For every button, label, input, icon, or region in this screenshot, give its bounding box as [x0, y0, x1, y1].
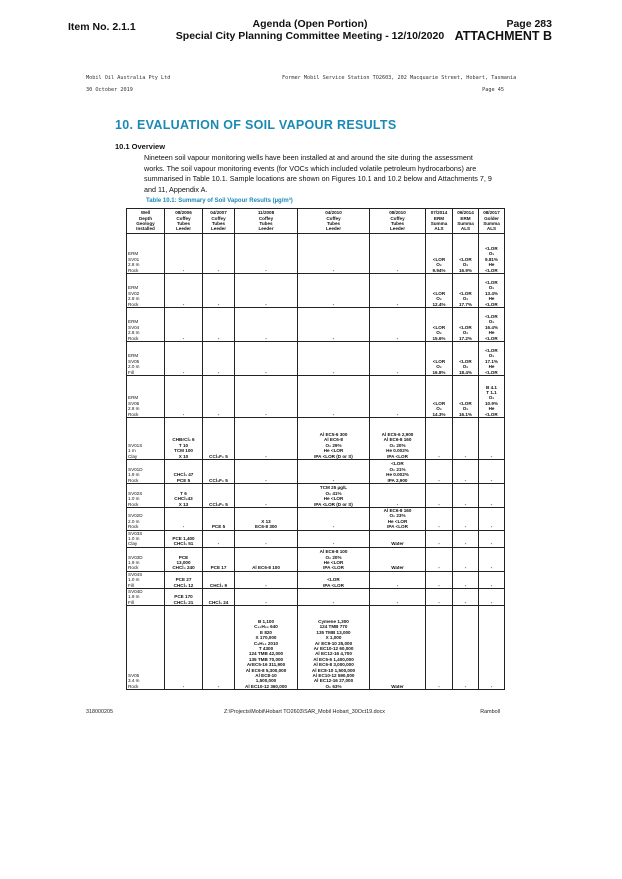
well-id-cell: SV04D 1.9 m Fill	[127, 589, 165, 606]
result-cell: <LOR O₂ 17.1% He <LOR	[479, 342, 505, 376]
result-cell: -	[235, 530, 298, 547]
result-cell: <LOR O₂ 14.3%	[426, 376, 453, 418]
table-row	[127, 547, 505, 571]
table-row	[127, 308, 505, 342]
result-cell: -	[453, 460, 479, 484]
result-cell: <LOR O₂ 16.8%	[426, 342, 453, 376]
result-cell: Al EC6-8 100 O₂ 20% He <LOR IPA <LOR	[298, 547, 370, 571]
result-cell: -	[165, 606, 203, 690]
result-cell: -	[298, 589, 370, 606]
result-cell: X 13 EC6-8 300	[235, 508, 298, 531]
result-cell: -	[426, 418, 453, 460]
result-cell: -	[165, 376, 203, 418]
result-cell: -	[298, 460, 370, 484]
table-header-cell: Well Depth Geology Installed	[127, 209, 165, 234]
result-cell: -	[479, 418, 505, 460]
overview-paragraph: Nineteen soil vapour monitoring wells have been installed at and around the site during the assessment works. The soil vapour monitoring events (for VOCs which included volatile petroleum hydrocarbons) are summarised in Table 10.1. Sample locations are shown on Figures 10.1 and 10.2 below and Attachments 7, 9 and 11, Appendix A.	[144, 153, 492, 194]
result-cell: B 1,100 C₁₀H₂₂ 640 E 820 X 170,000 C₉H₁₂ 2010 T 4300 124 TMB 42,000 135 TMB 70,000 ArEC5-16 311,900 Al EC6-8 5,300,000 Al EC8-10 1,500,000 Al EC10-12 360,000	[235, 606, 298, 690]
well-id-cell: SV02S 1.0 m Rock	[127, 484, 165, 508]
well-id-cell: ERM SV01 2.8 m Rock	[127, 234, 165, 274]
result-cell: <LOR O₂ 13.4% He <LOR	[479, 274, 505, 308]
table-header-cell: 07/2014 ERM Summa ALS	[426, 209, 453, 234]
well-id-cell: SV03S 1.0 m Clay	[127, 530, 165, 547]
well-id-cell: SV04S 1.0 m Fill	[127, 571, 165, 588]
result-cell: PCE 17	[203, 547, 235, 571]
doc-page-number: Page 45	[482, 87, 504, 93]
subsection-title: 10.1 Overview	[115, 142, 166, 151]
result-cell: PCE 5	[203, 508, 235, 531]
table-body	[127, 234, 505, 690]
table-header-cell: 09/2014 ERM Summa ALS	[453, 209, 479, 234]
result-cell: <LOR O₂ 9.94%	[426, 234, 453, 274]
result-cell: CHBrCl₂ 6 T 10 TCM 100 X 10	[165, 418, 203, 460]
result-cell: <LOR O₂ 9.81% He <LOR	[479, 234, 505, 274]
result-cell: -	[235, 484, 298, 508]
table-header-row	[127, 209, 505, 234]
page-header-right	[455, 18, 552, 42]
result-cell: <LOR O₂ 16.4% He <LOR	[479, 308, 505, 342]
result-cell: -	[426, 606, 453, 690]
attachment-label: ATTACHMENT B	[454, 29, 552, 43]
result-cell: -	[165, 308, 203, 342]
page-number: Page 283	[506, 18, 552, 30]
result-cell: -	[453, 547, 479, 571]
result-cell: CHCl₃ 9	[203, 571, 235, 588]
result-cell: -	[203, 606, 235, 690]
table-row	[127, 274, 505, 308]
result-cell: <LOR O₂ 21% He 0.002% IPA 2,900	[370, 460, 426, 484]
well-id-cell: SV05 3.4 m Rock	[127, 606, 165, 690]
result-cell: -	[370, 308, 426, 342]
table-row	[127, 234, 505, 274]
table-caption: Table 10.1: Summary of Soil Vapour Results (µg/m³)	[146, 198, 293, 204]
result-cell: Water	[370, 606, 426, 690]
result-cell: -	[165, 274, 203, 308]
result-cell: -	[298, 530, 370, 547]
footer-doc-number: 318000205	[86, 709, 113, 715]
result-cell: CHCl₃ 47 PCE 5	[165, 460, 203, 484]
company-name: Mobil Oil Australia Pty Ltd	[86, 75, 171, 81]
result-cell: -	[426, 484, 453, 508]
result-cell: CHCl₃ 24	[203, 589, 235, 606]
result-cell: -	[165, 508, 203, 531]
result-cell: -	[453, 418, 479, 460]
site-name: Former Mobil Service Station TO2603, 202 Macquarie Street, Hobart, Tasmania	[282, 75, 517, 81]
result-cell: -	[370, 571, 426, 588]
result-cell: -	[235, 460, 298, 484]
well-id-cell: SV01D 1.9 m Rock	[127, 460, 165, 484]
result-cell: -	[203, 308, 235, 342]
result-cell: <LOR O₂ 17.2%	[453, 308, 479, 342]
result-cell: -	[235, 571, 298, 588]
agenda-header	[160, 18, 460, 42]
result-cell: -	[235, 308, 298, 342]
result-cell: -	[426, 571, 453, 588]
result-cell: -	[235, 589, 298, 606]
result-cell: <LOR O₂ 16.1%	[453, 376, 479, 418]
agenda-label: Agenda (Open Portion)	[252, 18, 368, 30]
result-cell: -	[203, 376, 235, 418]
result-cell: -	[426, 460, 453, 484]
section-title: 10. EVALUATION OF SOIL VAPOUR RESULTS	[115, 118, 397, 132]
result-cell: -	[453, 508, 479, 531]
result-cell: <LOR O₂ 12.4%	[426, 274, 453, 308]
item-number: Item No. 2.1.1	[68, 21, 136, 33]
result-cell: TCM 25 µg/L O₂ 41% He <LOR IPA <LOR (D or S)	[298, 484, 370, 508]
result-cell: Al EC6-8 100	[235, 547, 298, 571]
table-row	[127, 342, 505, 376]
result-cell: -	[235, 376, 298, 418]
table-row	[127, 376, 505, 418]
result-cell: Al EC6-8 160 O₂ 23% He <LOR IPA <LOR	[370, 508, 426, 531]
result-cell: <LOR O₂ 18.4%	[453, 342, 479, 376]
table-row	[127, 508, 505, 531]
result-cell: T 6 CHCl₃43 X 13	[165, 484, 203, 508]
result-cell: -	[453, 606, 479, 690]
well-id-cell: ERM SV02 2.8 m Rock	[127, 274, 165, 308]
result-cell: -	[479, 530, 505, 547]
table-row	[127, 460, 505, 484]
result-cell: -	[298, 508, 370, 531]
result-cell: -	[479, 547, 505, 571]
result-cell: Al EC5-6 2,900 Al EC6-8 160 O₂ 20% He 0.002% IPA <LOR	[370, 418, 426, 460]
report-date: 30 October 2019	[86, 87, 133, 93]
well-id-cell: ERM SV06 2.8 m Rock	[127, 376, 165, 418]
table-header-cell: 04/2010 Coffey Tubes Leeder	[298, 209, 370, 234]
result-cell: Cymene 1,300 124 TMB 770 135 TMB 13,000 X 1,000 Ar EC9-10 25,000 Ar EC10-12 60,000 Al EC12-16 4,700 Al EC5-6 1,400,000 Al EC6-8 3,000,000 Al EC8-10 1,500,000 Al EC10-12 590,000 Al EC12-16 27,000 O₂ 63%	[298, 606, 370, 690]
result-cell: -	[165, 234, 203, 274]
footer-brand: Ramboll	[480, 709, 500, 715]
result-cell: CCl₂F₂ 5	[203, 484, 235, 508]
well-id-cell: ERM SV04 2.8 m Rock	[127, 308, 165, 342]
result-cell: -	[298, 308, 370, 342]
well-id-cell: SV03D 1.9 m Rock	[127, 547, 165, 571]
result-cell: -	[453, 484, 479, 508]
table-header-cell: 08/2006 Coffey Tubes Leeder	[165, 209, 203, 234]
table-header-cell: 11/2008 Coffey Tubes Leeder	[235, 209, 298, 234]
result-cell: -	[479, 571, 505, 588]
result-cell: -	[203, 530, 235, 547]
table-row	[127, 418, 505, 460]
result-cell: -	[165, 342, 203, 376]
result-cell: -	[479, 589, 505, 606]
result-cell: CCl₂F₂ 5	[203, 418, 235, 460]
result-cell: -	[235, 342, 298, 376]
table-header-cell: 08/2010 Coffey Tubes Leeder	[370, 209, 426, 234]
well-id-cell: ERM SV05 2.0 m Fill	[127, 342, 165, 376]
result-cell: -	[479, 484, 505, 508]
result-cell: -	[479, 508, 505, 531]
result-cell: -	[426, 547, 453, 571]
result-cell: -	[370, 234, 426, 274]
result-cell: <LOR O₂ 16.9%	[453, 234, 479, 274]
well-id-cell: SV02D 2.0 m Rock	[127, 508, 165, 531]
result-cell: -	[203, 342, 235, 376]
meeting-label: Special City Planning Committee Meeting - 12/10/2020	[175, 30, 445, 42]
result-cell: -	[453, 530, 479, 547]
result-cell: <LOR IPA <LOR	[298, 571, 370, 588]
result-cell: PCE 170 CHCl₃ 21	[165, 589, 203, 606]
result-cell: -	[298, 342, 370, 376]
result-cell: -	[426, 530, 453, 547]
table-row	[127, 571, 505, 588]
result-cell: CCl₂F₂ 5	[203, 460, 235, 484]
table-row	[127, 484, 505, 508]
result-cell: Water	[370, 547, 426, 571]
result-cell: -	[298, 274, 370, 308]
result-cell: -	[426, 508, 453, 531]
result-cell: -	[298, 376, 370, 418]
table-row	[127, 589, 505, 606]
result-cell: -	[370, 342, 426, 376]
result-cell: -	[235, 418, 298, 460]
result-cell: Al EC5-6 300 Al EC6-8 O₂ 29% He <LOR IPA <LOR (D or S)	[298, 418, 370, 460]
result-cell: PCE 27 CHCl₃ 12	[165, 571, 203, 588]
result-cell: -	[479, 606, 505, 690]
result-cell: -	[479, 460, 505, 484]
result-cell: -	[203, 274, 235, 308]
result-cell: <LOR O₂ 17.7%	[453, 274, 479, 308]
result-cell: -	[453, 589, 479, 606]
result-cell: -	[203, 234, 235, 274]
soil-vapour-table	[126, 208, 505, 690]
table-header-cell: 08/2017 Golder Summa ALS	[479, 209, 505, 234]
result-cell: B 4.1 T 1.1 O₂ 10.9% He <LOR	[479, 376, 505, 418]
result-cell: -	[453, 571, 479, 588]
table-header-cell: 04/2007 Coffey Tubes Leeder	[203, 209, 235, 234]
result-cell: -	[370, 274, 426, 308]
result-cell: -	[298, 234, 370, 274]
table-row	[127, 606, 505, 690]
result-cell: -	[370, 376, 426, 418]
well-id-cell: SV01S 1 m Clay	[127, 418, 165, 460]
result-cell: -	[370, 484, 426, 508]
result-cell: Water	[370, 530, 426, 547]
result-cell: <LOR O₂ 15.6%	[426, 308, 453, 342]
result-cell: -	[426, 589, 453, 606]
result-cell: -	[370, 589, 426, 606]
result-cell: PCE 1,400 CHCl₃ 51	[165, 530, 203, 547]
table-row	[127, 530, 505, 547]
result-cell: PCE 13,000 CHCl₃ 240	[165, 547, 203, 571]
result-cell: -	[235, 274, 298, 308]
result-cell: -	[235, 234, 298, 274]
footer-file-path: Z:\Projects\Mobil\Hobart TO2603\SAR_Mobil Hobart_30Oct19.docx	[224, 709, 385, 715]
